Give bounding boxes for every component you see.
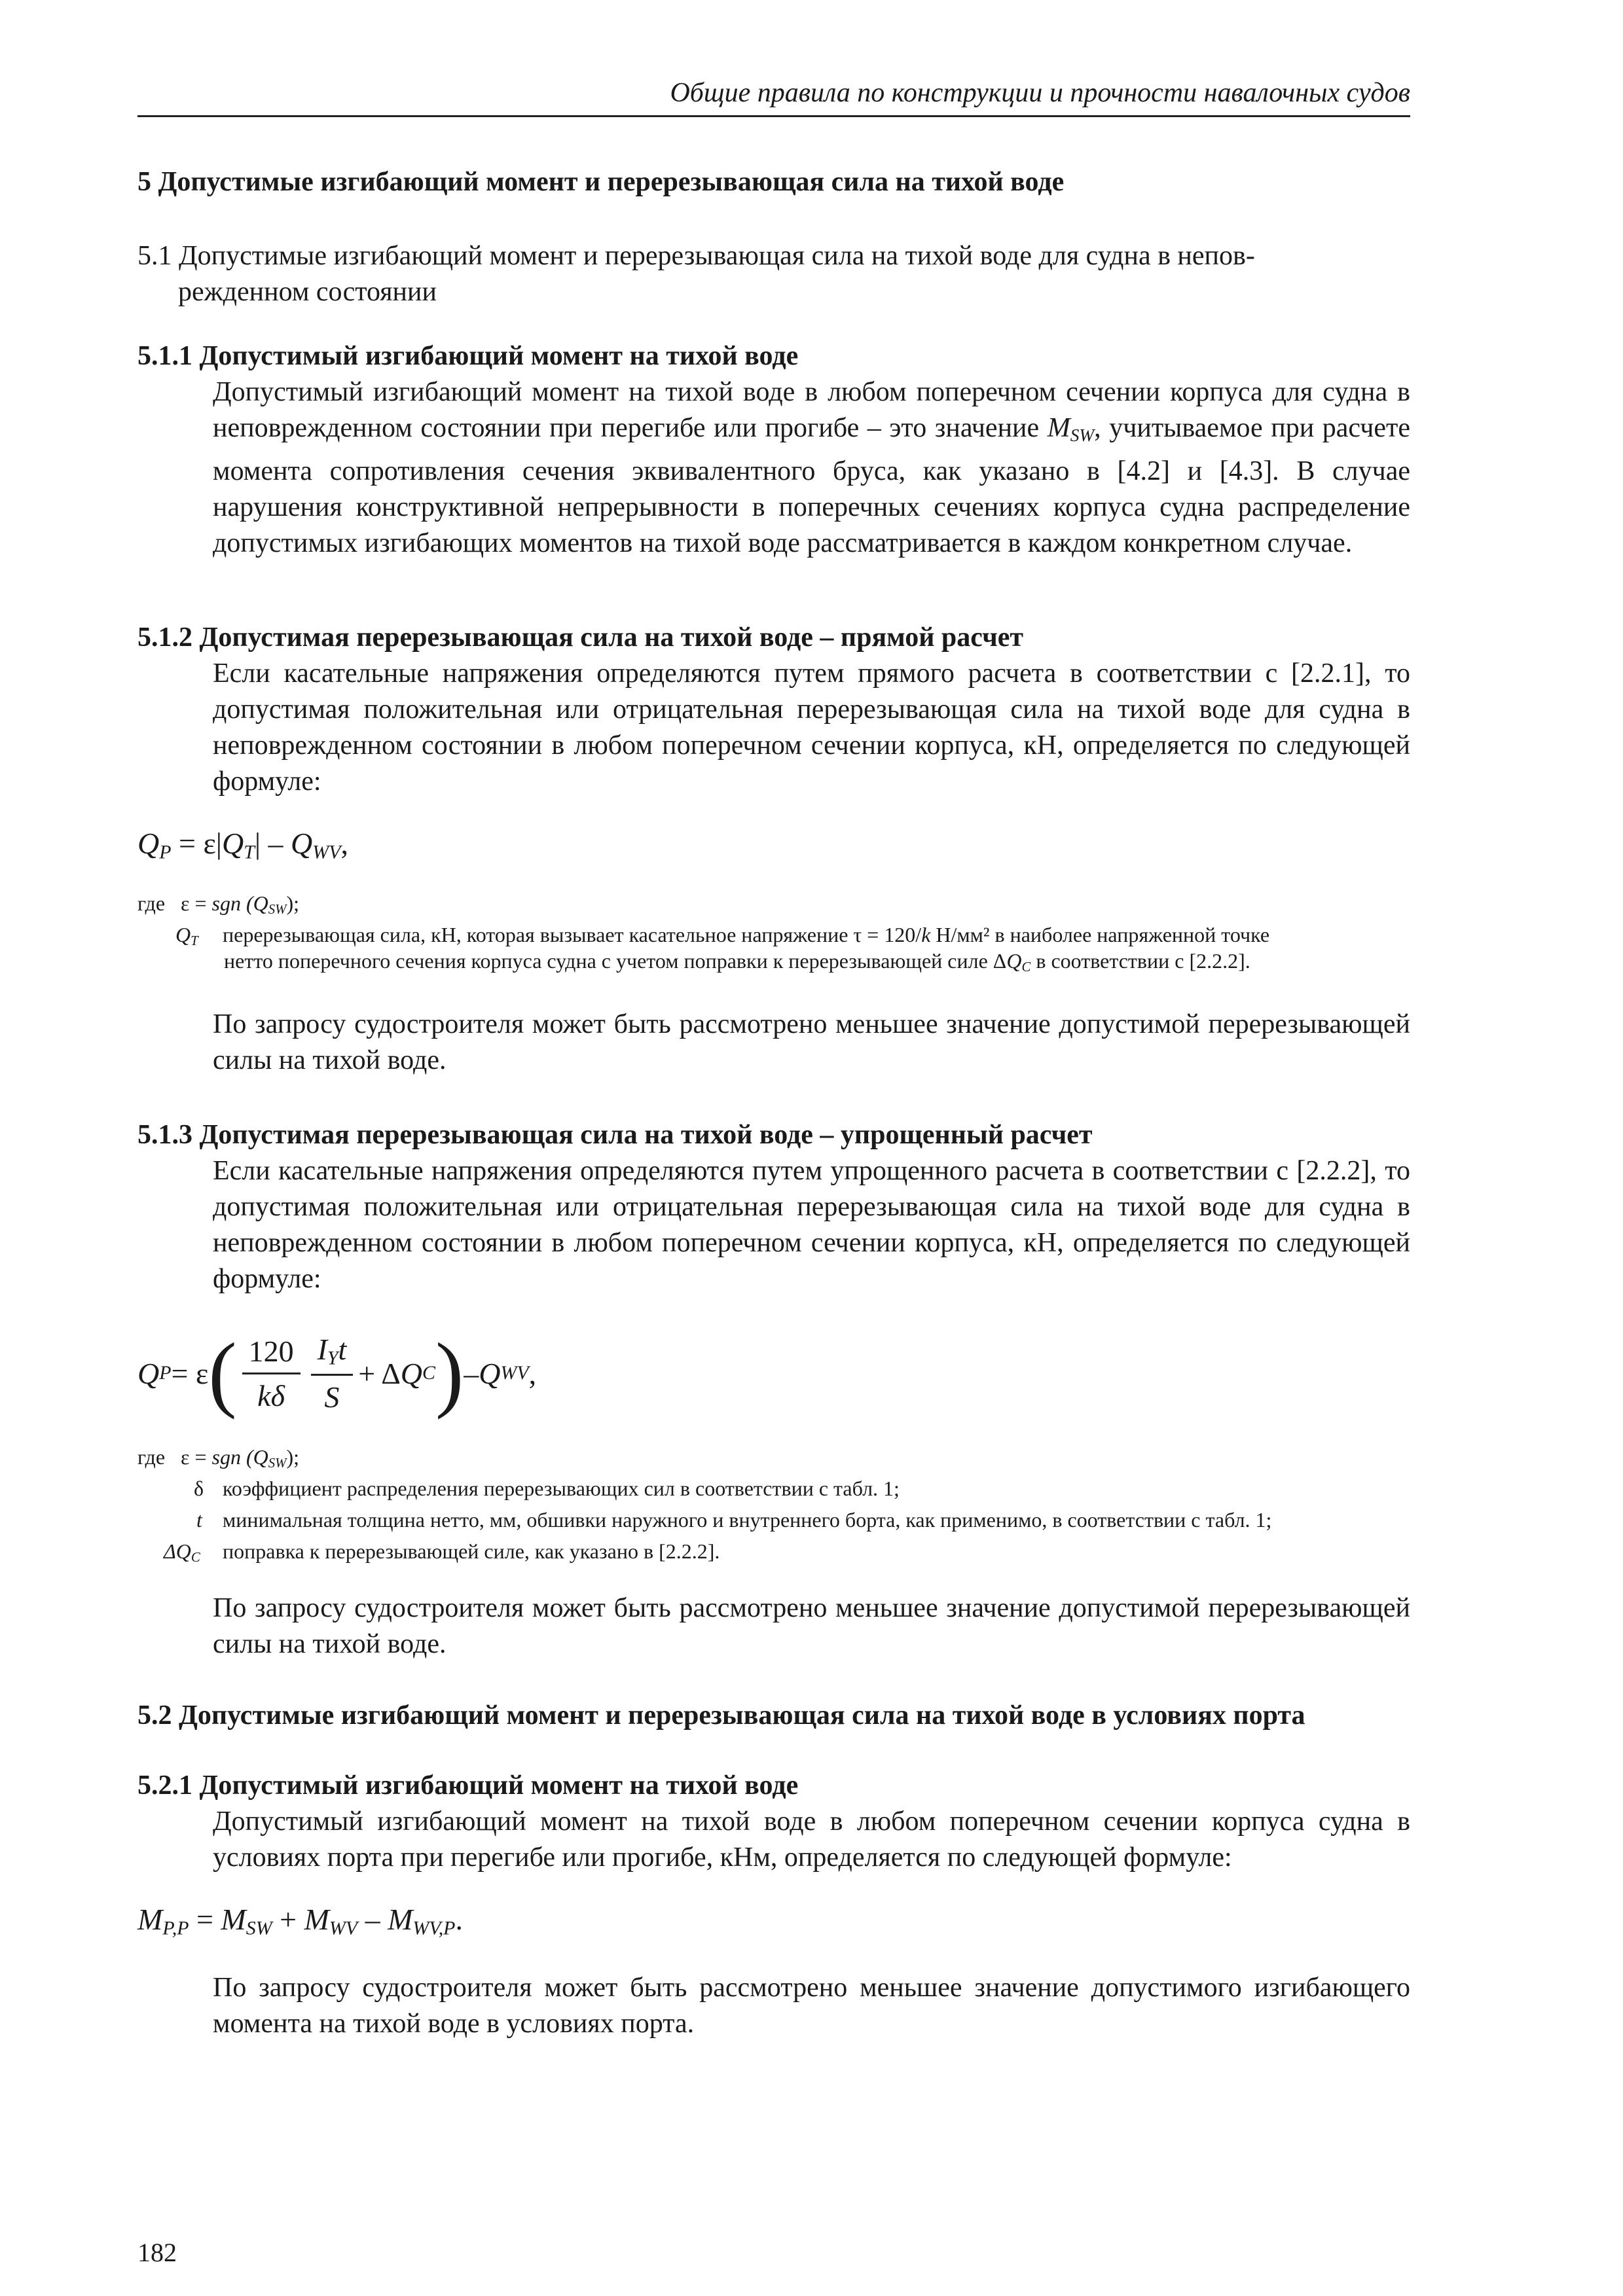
where2-label: где — [137, 1445, 166, 1469]
qt-line1: перерезывающая сила, кН, которая вызывает касательное напряжение τ = 120/ — [223, 923, 922, 946]
where-eps: ε = — [181, 891, 212, 915]
f2-qc: Q — [400, 1356, 423, 1390]
where2-arg: (Q — [240, 1445, 268, 1469]
qt-sym: Q — [175, 923, 191, 946]
qt-line2sub: C — [1021, 960, 1031, 975]
f2-den1: kδ — [257, 1378, 285, 1412]
s511-text-before: Допустимый изгибающий момент на тихой воде в любом поперечном сечении корпуса для судна в неповрежденном состоянии при перегибе или прогибе – это значение — [213, 377, 1410, 443]
section-5-1-3-title: 5.1.3 Допустимая перерезывающая сила на тихой воде – упрощенный расчет — [137, 1120, 1093, 1150]
section-5-1-1-title: 5.1.1 Допустимый изгибающий момент на тихой воде — [137, 341, 799, 371]
qt-line2b: в соответствии с [2.2.2]. — [1030, 949, 1250, 973]
s513-note — [213, 1590, 1410, 1662]
s512-where-qt-symbol — [175, 922, 198, 954]
msw-symbol: M — [1047, 413, 1070, 443]
section-5-title: 5 Допустимые изгибающий момент и перерезывающая сила на тихой воде — [137, 167, 1065, 197]
f2-minus: – — [464, 1356, 479, 1390]
qt-sub: T — [191, 933, 198, 949]
formula-mpp — [137, 1902, 463, 1939]
qt-line2a: нетто поперечного сечения корпуса судна с учетом поправки к перерезывающей силе Δ — [224, 949, 1007, 973]
f3-m4-sub: WV,P — [412, 1917, 456, 1939]
s513-dqc-sym — [164, 1538, 200, 1571]
s521-note-text: По запросу судостроителя может быть рассмотрено меньшее значение допустимого изгибающего момента на тихой воде в условиях порта. — [213, 1973, 1410, 2039]
f2-num2-t: t — [338, 1333, 347, 1367]
s512-where-qt-def — [223, 922, 1410, 980]
f3-m3-sub: WV — [329, 1917, 358, 1939]
s513-note-text: По запросу судостроителя может быть рассмотрено меньшее значение допустимой перерезывающей силы на тихой воде. — [213, 1593, 1410, 1659]
header-rule — [137, 115, 1410, 117]
f3-m4: M — [388, 1903, 413, 1936]
f2-frac-iyt — [311, 1332, 354, 1414]
f2-plus: + Δ — [358, 1356, 401, 1390]
f3-m1: M — [137, 1903, 163, 1936]
f1-end: , — [340, 827, 348, 860]
qt-line1b: Н/мм² в наиболее напряженной точке — [930, 923, 1270, 946]
where2-arg-sub: SW — [268, 1456, 287, 1471]
f2-qc-sub: C — [422, 1362, 435, 1384]
f3-eq: = — [189, 1903, 221, 1936]
section-5-2-title: 5.2 Допустимые изгибающий момент и перерезывающая сила на тихой воде в условиях порта — [137, 1700, 1305, 1731]
s513-delta-sym: δ — [194, 1477, 204, 1500]
s513-dqc-def: поправка к перерезывающей силе, как указано в [2.2.2]. — [223, 1539, 720, 1563]
where2-sgn: sgn — [211, 1445, 241, 1469]
section-5-1-1-text — [213, 374, 1410, 562]
where-sgn: sgn — [211, 891, 241, 915]
f1-eq: = ε| — [171, 827, 222, 860]
f3-m2: M — [221, 1903, 246, 1936]
s511-text-after: , учитываемое при расчете момента сопротивления сечения эквивалентного бруса, как указано в [4.2] и [4.3]. В случае нарушения конструктивной непрерывности в поперечных сечениях корпуса судна распределение допустимых изгибающих моментов на тихой воде рассматривается в каждом конкретном случае. — [213, 413, 1410, 558]
section-5-2-1-title: 5.2.1 Допустимый изгибающий момент на тихой воде — [137, 1770, 799, 1801]
f3-plus: + — [272, 1903, 304, 1936]
where-arg-sub: SW — [268, 902, 287, 918]
f2-frac-120 — [242, 1334, 301, 1413]
f2-eq: = ε — [171, 1356, 209, 1390]
where-arg: (Q — [240, 891, 268, 915]
f2-qwv: Q — [479, 1356, 501, 1390]
msw-subscript: SW — [1070, 425, 1095, 445]
s513-where-eps — [137, 1444, 299, 1477]
f1-lhs-sub: P — [159, 841, 172, 863]
s512-where-eps — [137, 890, 299, 923]
f1-r-sub: WV — [312, 841, 341, 863]
where-close: ); — [286, 891, 299, 915]
running-header: Общие правила по конструкции и прочности навалочных судов — [670, 78, 1410, 108]
s513-paragraph: Если касательные напряжения определяются путем упрощенного расчета в соответствии с [2.2.2], то допустимая положительная или отрицательная перерезывающая сила на тихой воде для судна в неповрежденном состоянии в любом поперечном сечении корпуса, кН, определяется по следующей формуле: — [213, 1156, 1410, 1294]
f2-num2: I — [317, 1333, 327, 1367]
s512-note — [213, 1007, 1410, 1079]
f2-right-paren: ) — [435, 1326, 464, 1420]
f3-m3: M — [304, 1903, 329, 1936]
s512-note-text: По запросу судостроителя может быть рассмотрено меньшее значение допустимой перерезывающей силы на тихой воде. — [213, 1009, 1410, 1075]
qt-line2q: Q — [1006, 949, 1022, 973]
dqc-sym: ΔQ — [164, 1539, 191, 1563]
where-label: где — [137, 891, 166, 915]
s521-note — [213, 1970, 1410, 2042]
f3-end: . — [455, 1903, 463, 1936]
f2-end: , — [528, 1356, 537, 1390]
page-number: 182 — [137, 2238, 177, 2267]
f3-m1-sub: P,P — [162, 1917, 189, 1939]
f2-num2-sub: Y — [327, 1347, 338, 1369]
f2-den2: S — [324, 1380, 340, 1414]
where2-eps: ε = — [181, 1445, 212, 1469]
f2-qwv-sub: WV — [500, 1362, 529, 1384]
s513-t-sym: t — [196, 1508, 202, 1532]
f1-mid: | – — [254, 827, 291, 860]
qt-k: k — [921, 923, 931, 946]
f3-minus: – — [357, 1903, 388, 1936]
section-5-1-title — [137, 238, 1410, 310]
section-5-2-1-text — [213, 1804, 1410, 1876]
f3-m2-sub: SW — [246, 1917, 272, 1939]
s513-t-def: минимальная толщина нетто, мм, обшивки наружного и внутреннего борта, как применимо, в соответствии с табл. 1; — [223, 1508, 1272, 1532]
s513-delta-def: коэффициент распределения перерезывающих сил в соответствии с табл. 1; — [223, 1477, 900, 1500]
formula-qp-simplified — [137, 1321, 536, 1426]
section-5-1-3-text — [213, 1153, 1410, 1297]
where2-close: ); — [286, 1445, 299, 1469]
f1-r: Q — [291, 827, 313, 860]
f1-q: Q — [221, 827, 244, 860]
section-5-1-2-text — [213, 656, 1410, 800]
section-5-1-title-line2: режденном состоянии — [178, 277, 437, 307]
f2-left-paren: ( — [208, 1326, 237, 1420]
section-5-1-title-line1: 5.1 Допустимые изгибающий момент и перерезывающая сила на тихой воде для судна в непов- — [137, 241, 1255, 271]
f1-lhs: Q — [137, 827, 160, 860]
f2-lhs: Q — [137, 1356, 160, 1390]
f2-lhs-sub: P — [159, 1362, 172, 1384]
dqc-sub: C — [191, 1550, 200, 1566]
s512-paragraph: Если касательные напряжения определяются путем прямого расчета в соответствии с [2.2.1], то допустимая положительная или отрицательная перерезывающая сила на тихой воде для судна в неповрежденном состоянии в любом поперечном сечении корпуса, кН, определяется по следующей формуле: — [213, 658, 1410, 797]
formula-qp-direct — [137, 826, 348, 863]
f2-num1: 120 — [242, 1334, 301, 1374]
f1-q-sub: T — [244, 841, 255, 863]
section-5-1-2-title: 5.1.2 Допустимая перерезывающая сила на тихой воде – прямой расчет — [137, 622, 1024, 653]
s521-paragraph: Допустимый изгибающий момент на тихой воде в любом поперечном сечении корпуса судна в условиях порта при перегибе или прогибе, кНм, определяется по следующей формуле: — [213, 1806, 1410, 1873]
